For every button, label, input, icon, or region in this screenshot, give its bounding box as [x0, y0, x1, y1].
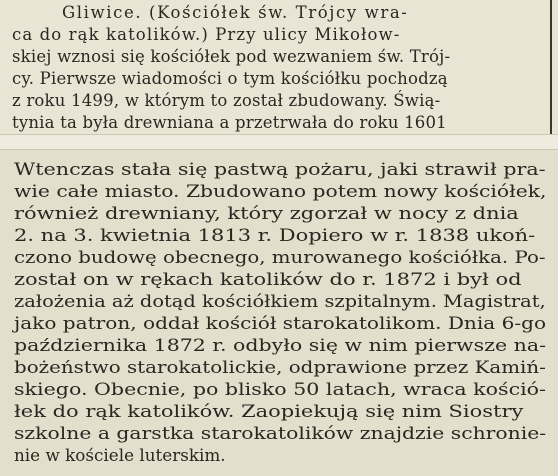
bottom-line-14: nie w kościele luterskim.	[14, 445, 226, 465]
bottom-line-6: został on w rękach katolików do r. 1872 i był od	[14, 269, 522, 289]
column-rule	[550, 0, 552, 134]
bottom-line-3: również drewniany, który zgorzał w nocy z dnia	[14, 203, 519, 223]
bottom-line-4: 2. na 3. kwietnia 1813 r. Dopiero w r. 1838 ukoń-	[14, 225, 536, 245]
bottom-line-1: Wtenczas stała się pastwą pożaru, jaki strawił pra-	[14, 159, 546, 179]
bottom-line-5: czono budowę obecnego, murowanego kościółka. Po-	[14, 247, 546, 267]
bottom-line-9: października 1872 r. odbyło się w nim pierwsze na-	[14, 335, 547, 355]
paper-gap	[0, 134, 558, 150]
bottom-line-10: bożeństwo starokatolickie, odprawione przez Kamiń-	[14, 357, 546, 377]
top-line-2: ca do rąk katolików.) Przy ulicy Mikołow-	[12, 25, 401, 44]
top-line-5: z roku 1499, w którym to został zbudowany. Świą-	[12, 91, 441, 110]
bottom-line-13: szkolne a garstka starokatolików znajdzie schronie-	[14, 423, 547, 443]
bottom-line-11: skiego. Obecnie, po blisko 50 latach, wraca kośció-	[14, 379, 547, 399]
top-line-3: skiej wznosi się kościółek pod wezwaniem św. Trój-	[12, 47, 451, 66]
bottom-clipping	[0, 150, 558, 476]
top-clipping	[0, 0, 558, 134]
top-line-1: Gliwice. (Kościółek św. Trójcy wra-	[62, 3, 409, 22]
bottom-line-12: łek do rąk katolików. Zaopiekują się nim Siostry	[14, 401, 524, 421]
bottom-line-2: wie całe miasto. Zbudowano potem nowy kościółek,	[14, 181, 547, 201]
top-line-4: cy. Pierwsze wiadomości o tym kościółku pochodzą	[12, 69, 448, 88]
bottom-line-7: założenia aż dotąd kościółkiem szpitalnym. Magistrat,	[14, 291, 546, 311]
top-line-6: tynia ta była drewniana a przetrwała do roku 1601	[12, 113, 447, 132]
bottom-line-8: jako patron, oddał kościół starokatolikom. Dnia 6-go	[14, 313, 547, 333]
